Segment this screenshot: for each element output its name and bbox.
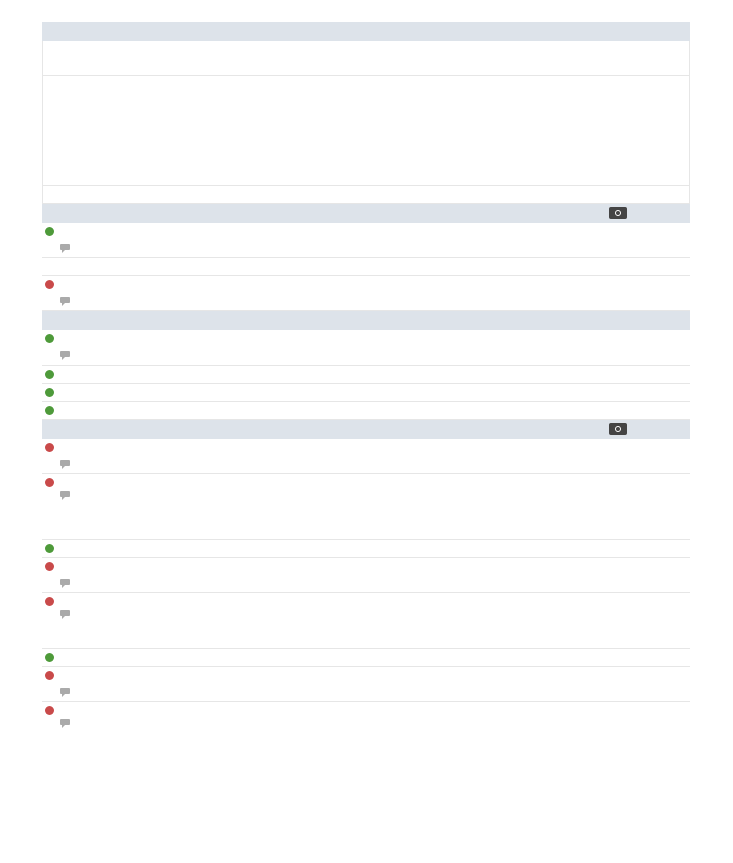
row-199: [42, 366, 690, 384]
pass-status-icon: [45, 370, 54, 379]
row-194: [42, 186, 690, 204]
pass-status-icon: [45, 227, 54, 236]
pass-status-icon: [45, 334, 54, 343]
row-192: [42, 41, 690, 76]
section-crane-oil-supply: [42, 311, 690, 330]
comment-icon: [60, 688, 70, 694]
fail-status-icon: [45, 597, 54, 606]
section-truck-completion: [42, 22, 690, 41]
comment-icon: [60, 244, 70, 250]
fail-status-icon: [45, 443, 54, 452]
row-206-note: [42, 610, 690, 649]
fail-status-icon: [45, 671, 54, 680]
fail-status-icon: [45, 562, 54, 571]
row-198-note: [42, 347, 690, 366]
row-201: [42, 402, 690, 420]
row-200: [42, 384, 690, 402]
camera-icon[interactable]: [609, 207, 627, 219]
row-197: [42, 276, 690, 293]
comment-icon: [60, 351, 70, 357]
row-208: [42, 667, 690, 684]
pass-status-icon: [45, 388, 54, 397]
row-205-note: [42, 575, 690, 593]
section-crane-outriggers: [42, 420, 690, 439]
comment-icon: [60, 297, 70, 303]
row-196: [42, 258, 690, 276]
row-203: [42, 474, 690, 491]
row-195: [42, 223, 690, 240]
comment-icon: [60, 460, 70, 466]
fail-status-icon: [45, 706, 54, 715]
fail-status-icon: [45, 280, 54, 289]
pass-status-icon: [45, 653, 54, 662]
row-208-note: [42, 684, 690, 702]
row-207: [42, 649, 690, 667]
row-202: [42, 439, 690, 456]
row-195-note: [42, 240, 690, 258]
pass-status-icon: [45, 544, 54, 553]
comment-icon: [60, 579, 70, 585]
row-193: [42, 76, 690, 186]
row-198: [42, 330, 690, 347]
comment-icon: [60, 610, 70, 616]
pass-status-icon: [45, 406, 54, 415]
fail-status-icon: [45, 478, 54, 487]
row-197-note: [42, 293, 690, 311]
row-205: [42, 558, 690, 575]
inspection-sheet: [42, 22, 690, 757]
camera-icon[interactable]: [609, 423, 627, 435]
row-209: [42, 702, 690, 719]
row-203-note: [42, 491, 690, 540]
comment-icon: [60, 491, 70, 497]
row-202-note: [42, 456, 690, 474]
row-206: [42, 593, 690, 610]
comment-icon: [60, 719, 70, 725]
row-204: [42, 540, 690, 558]
row-209-note: [42, 719, 690, 757]
section-crane-paperwork: [42, 204, 690, 223]
